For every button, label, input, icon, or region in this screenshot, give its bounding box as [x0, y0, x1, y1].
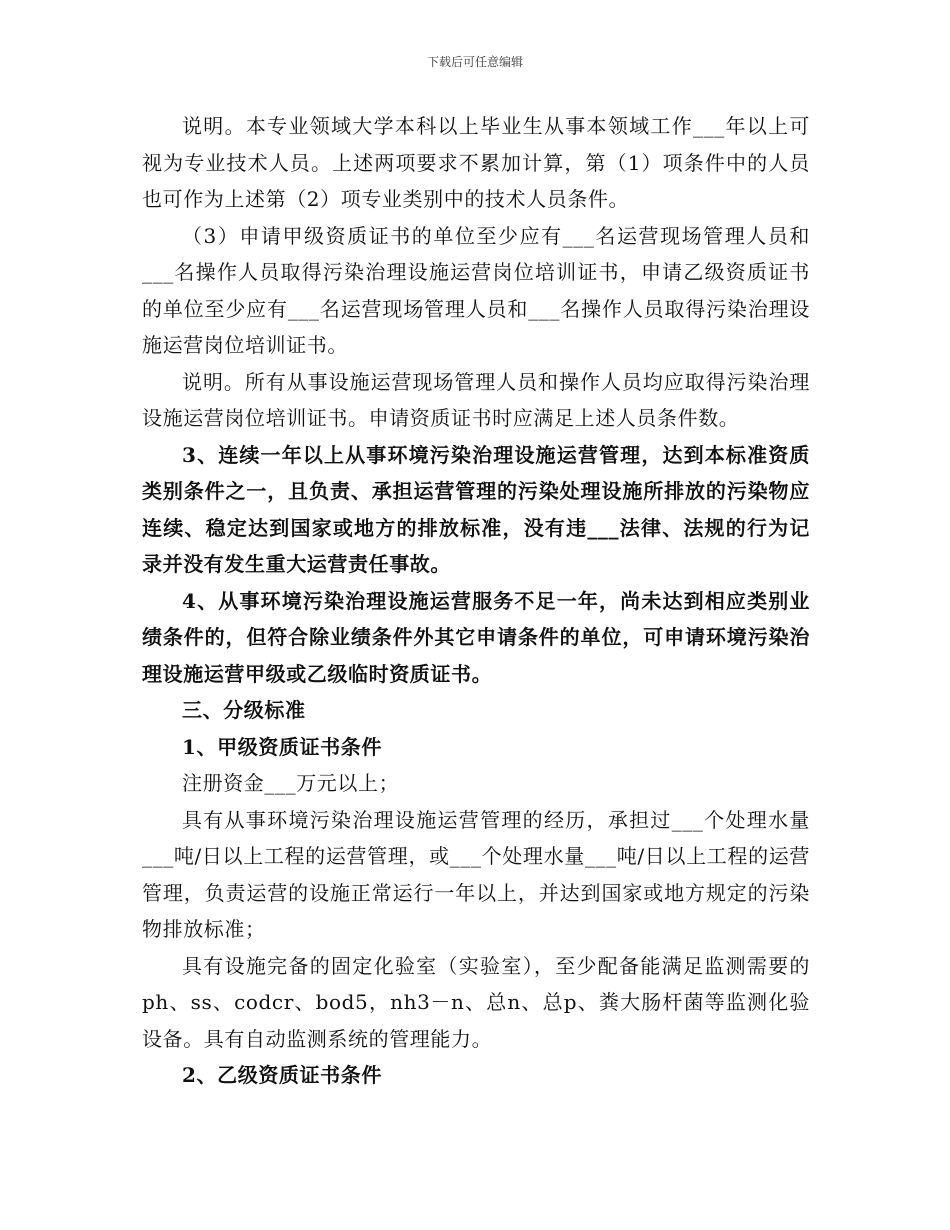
paragraph-condition-4: 4、从事环境污染治理设施运营服务不足一年，尚未达到相应类别业绩条件的，但符合除业绩条件外其它申请条件的单位，可申请环境污染治理设施运营甲级或乙级临时资质证书。: [142, 588, 810, 686]
subheading-grade-b-conditions: 2、乙级资质证书条件: [182, 1063, 382, 1087]
document-body: [142, 108, 810, 1094]
subheading-grade-a-conditions: 1、甲级资质证书条件: [182, 734, 382, 759]
paragraph-note-professionals: 说明。本专业领域大学本科以上毕业生从事本领域工作___年以上可视为专业技术人员。上述两项要求不累加计算，第（1）项条件中的人员也可作为上述第（2）项专业类别中的技术人员条件。: [142, 114, 810, 211]
page-header: 下载后可任意编辑: [426, 55, 523, 69]
paragraph-operation-experience: 具有从事环境污染治理设施运营管理的经历，承担过___个处理水量___吨/日以上工程的运营管理，或___个处理水量___吨/日以上工程的运营管理，负责运营的设施正常运行一年以上，并达到国家或地方规定的污染物排放标准；: [142, 807, 810, 941]
paragraph-note-training: 说明。所有从事设施运营现场管理人员和操作人员均应取得污染治理设施运营岗位培训证书。申请资质证书时应满足上述人员条件数。: [142, 369, 810, 430]
section-heading-grading-standards: 三、分级标准: [182, 698, 306, 722]
paragraph-training-certificates: （3）申请甲级资质证书的单位至少应有___名运营现场管理人员和___名操作人员取得污染治理设施运营岗位培训证书，申请乙级资质证书的单位至少应有___名运营现场管理人员和___名操作人员取得污染治理设施运营岗位培训证书。: [142, 223, 810, 357]
paragraph-condition-3: 3、连续一年以上从事环境污染治理设施运营管理，达到本标准资质类别条件之一，且负责、承担运营管理的污染处理设施所排放的污染物应连续、稳定达到国家或地方的排放标准，没有违___法律、法规的行为记录并没有发生重大运营责任事故。: [142, 442, 810, 576]
paragraph-registered-capital: 注册资金___万元以上；: [182, 771, 400, 795]
paragraph-laboratory: 具有设施完备的固定化验室（实验室），至少配备能满足监测需要的ph、ss、codcr、bod5，nh3－n、总n、总p、粪大肠杆菌等监测化验设备。具有自动监测系统的管理能力。: [142, 953, 810, 1051]
